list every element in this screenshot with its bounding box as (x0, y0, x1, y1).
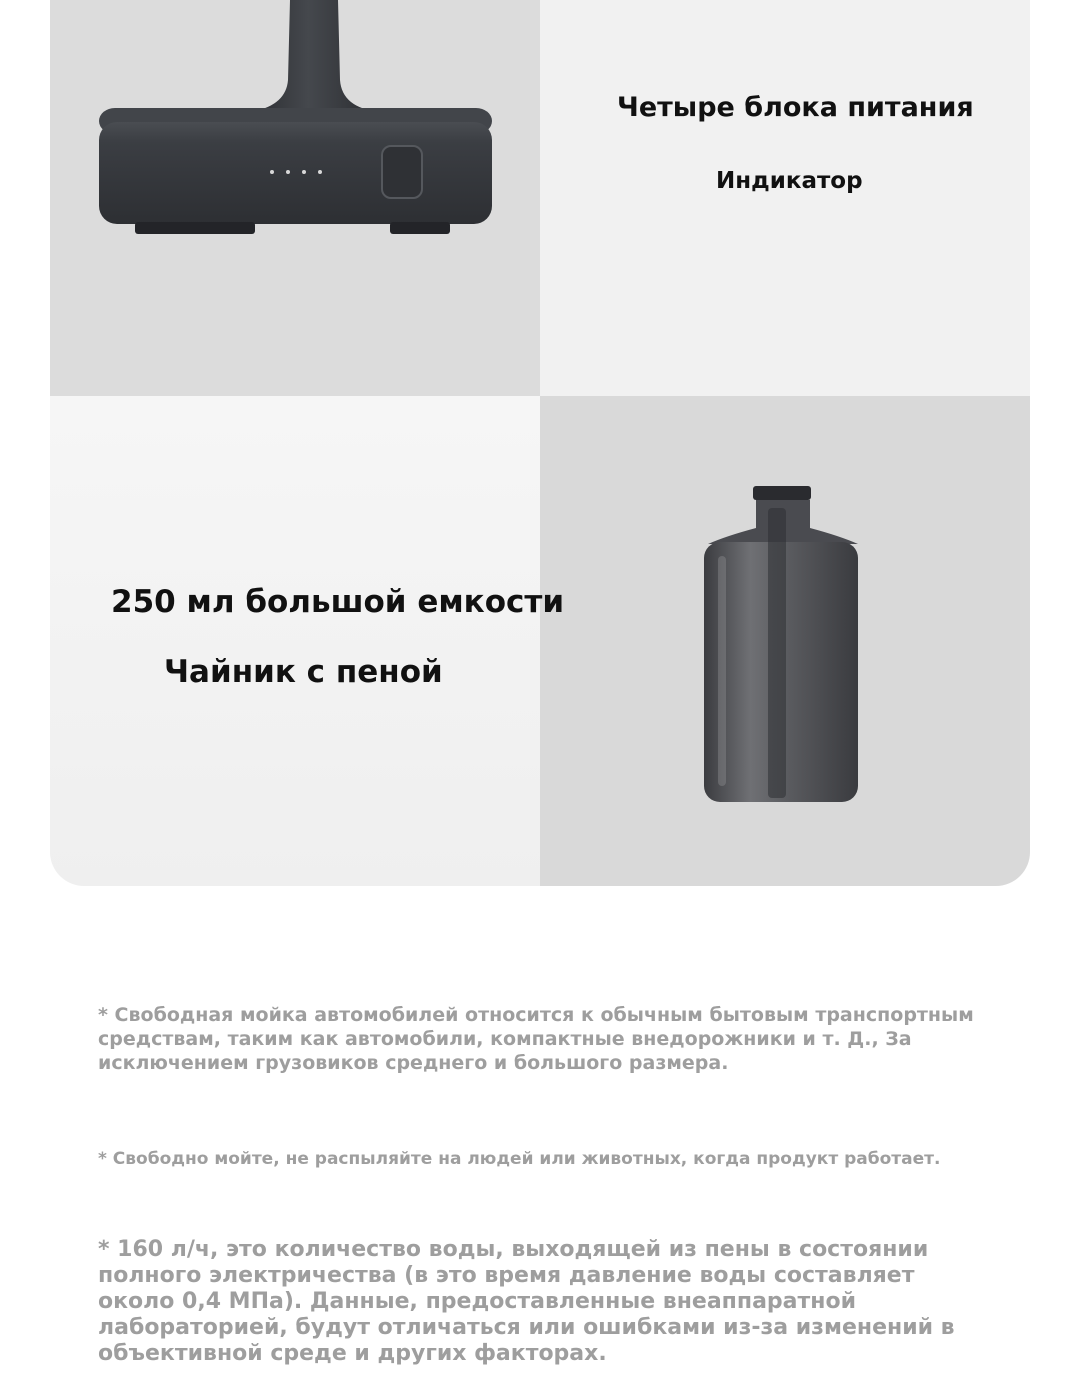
power-switch-button (382, 146, 422, 198)
device-base-illustration (50, 0, 540, 396)
indicator-dot (302, 170, 306, 174)
feature-grid (50, 0, 1030, 886)
capacity-info-panel (50, 396, 540, 886)
power-unit-image-panel (50, 0, 540, 396)
bottle-cap (753, 486, 811, 500)
foam-bottle-illustration (540, 396, 1030, 886)
device-base-body (99, 122, 492, 224)
indicator-label: Индикатор (716, 168, 863, 194)
power-info-panel (540, 0, 1030, 396)
indicator-dot (286, 170, 290, 174)
footnote-car-types: * Свободная мойка автомобилей относится к обычным бытовым транспортным средствам, таким как автомобили, компактные внедорожники и т. Д., За исключением грузовиков среднего и большого размера. (98, 1004, 974, 1074)
foam-bottle-image-panel (540, 396, 1030, 886)
power-units-title: Четыре блока питания (617, 92, 974, 123)
indicator-dot (270, 170, 274, 174)
indicator-dot (318, 170, 322, 174)
device-handle-stem (250, 0, 380, 112)
capacity-title: 250 мл большой емкости (111, 584, 565, 620)
footnote-safety: * Свободно мойте, не распыляйте на людей или животных, когда продукт работает. (98, 1149, 941, 1169)
foam-kettle-label: Чайник с пеной (164, 654, 443, 690)
footnote-flow-rate: * 160 л/ч, это количество воды, выходящей из пены в состоянии полного электричества (в это время давление воды составляет около 0,4 МПа). Данные, предоставленные внеаппаратной лабораторией, будут отличаться или ошибками из-за изменений в объективной среде и других факторах. (98, 1237, 955, 1366)
